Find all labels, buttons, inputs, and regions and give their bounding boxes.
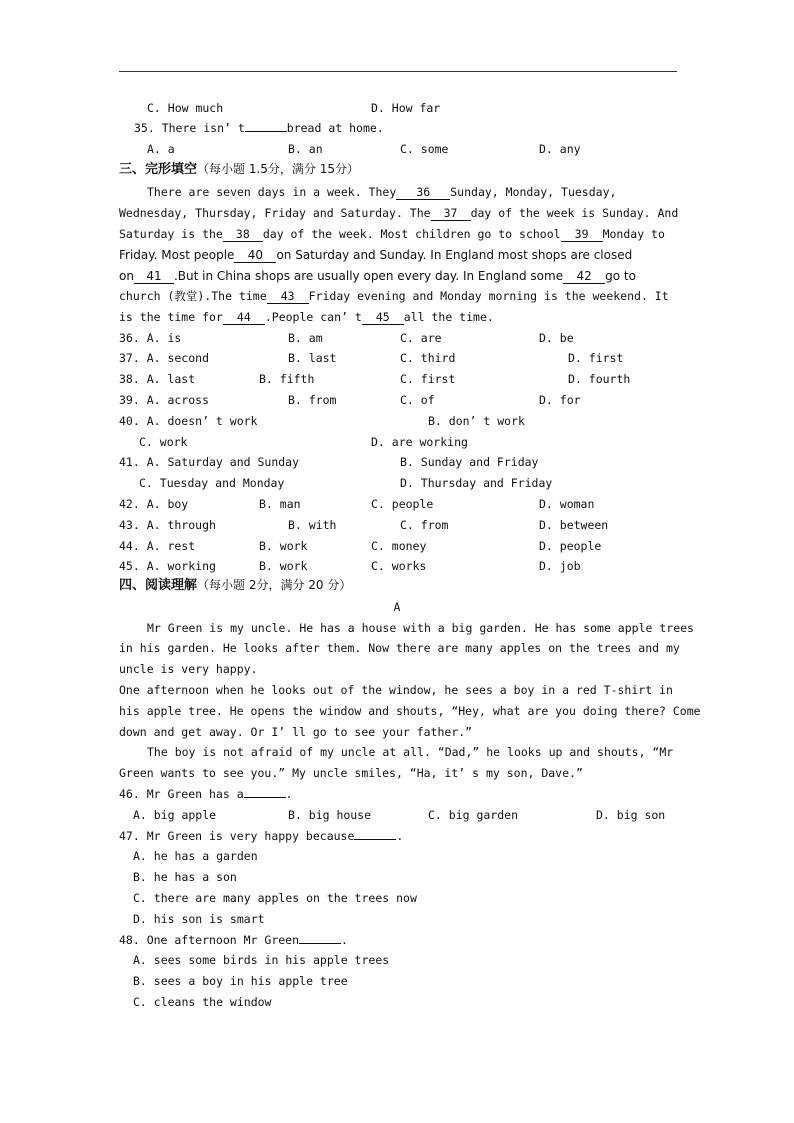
q48-option-a: A. sees some birds in his apple trees bbox=[133, 953, 390, 967]
q35-option-d: D. any bbox=[539, 142, 581, 156]
cloze-line-1: There are seven days in a week. They 36 Sunday, Monday, Tuesday, bbox=[147, 185, 617, 199]
q47-stem: 47. Mr Green is very happy because . bbox=[119, 829, 404, 843]
cloze-line-3: Saturday is the 38 day of the week. Most children go to school 39 Monday to bbox=[119, 227, 665, 241]
q47-option-a: A. he has a garden bbox=[133, 849, 258, 863]
q34-option-c: C. How much bbox=[147, 101, 224, 115]
blank-45: 45 bbox=[362, 311, 404, 325]
passage-line-1: Mr Green is my uncle. He has a house with a big garden. He has some apple trees bbox=[147, 621, 694, 635]
q35-option-c: C. some bbox=[400, 142, 449, 156]
q35-option-b: B. an bbox=[288, 142, 323, 156]
passage-line-2: in his garden. He looks after them. Now there are many apples on the trees and my bbox=[119, 641, 680, 655]
q46-option-a: A. big apple bbox=[133, 808, 217, 822]
q44-option-c: C. money bbox=[371, 539, 427, 553]
q44-option-d: D. people bbox=[539, 539, 602, 553]
q38-option-b: B. fifth bbox=[259, 372, 315, 386]
q46-blank bbox=[244, 797, 286, 798]
passage-line-8: Green wants to see you.” My uncle smiles, “Ha, it’ s my son, Dave.” bbox=[119, 766, 583, 780]
q46-stem: 46. Mr Green has a . bbox=[119, 787, 293, 801]
q47-option-d: D. his son is smart bbox=[133, 912, 265, 926]
cloze-line-4: Friday. Most people 40 on Saturday and Sunday. In England most shops are closed bbox=[119, 248, 633, 262]
blank-41: 41 bbox=[134, 270, 174, 284]
blank-38: 38 bbox=[223, 228, 263, 242]
q46-option-c: C. big garden bbox=[428, 808, 519, 822]
q35-blank bbox=[245, 131, 287, 132]
q43-option-a: 43. A. through bbox=[119, 518, 216, 532]
passage-line-4: One afternoon when he looks out of the window, he sees a boy in a red T-shirt in bbox=[119, 683, 673, 697]
blank-40: 40 bbox=[234, 249, 276, 263]
q47-blank bbox=[354, 839, 396, 840]
q43-option-c: C. from bbox=[400, 518, 449, 532]
q39-option-b: B. from bbox=[288, 393, 337, 407]
q41-option-a: 41. A. Saturday and Sunday bbox=[119, 455, 300, 469]
section4-heading: 四、阅读理解（每小题 2分，满分 20 分） bbox=[119, 578, 352, 593]
q47-option-b: B. he has a son bbox=[133, 870, 237, 884]
q35-option-a: A. a bbox=[147, 142, 175, 156]
passage-label: A bbox=[393, 600, 401, 614]
q48-option-c: C. cleans the window bbox=[133, 995, 272, 1009]
q38-option-d: D. fourth bbox=[568, 372, 631, 386]
q39-option-a: 39. A. across bbox=[119, 393, 210, 407]
blank-37: 37 bbox=[431, 207, 471, 221]
blank-36: 36 bbox=[396, 186, 450, 200]
q46-option-b: B. big house bbox=[288, 808, 372, 822]
q40-option-a: 40. A. doesn’ t work bbox=[119, 414, 258, 428]
q46-option-d: D. big son bbox=[596, 808, 666, 822]
q38-option-c: C. first bbox=[400, 372, 456, 386]
q35-stem: 35. There isn’ t bread at home. bbox=[134, 121, 384, 135]
passage-line-7: The boy is not afraid of my uncle at all. “Dad,” he looks up and shouts, “Mr bbox=[147, 745, 674, 759]
q36-option-b: B. am bbox=[288, 331, 323, 345]
q40-option-b: B. don’ t work bbox=[428, 414, 525, 428]
q42-option-d: D. woman bbox=[539, 497, 595, 511]
q37-option-c: C. third bbox=[400, 351, 456, 365]
q47-option-c: C. there are many apples on the trees now bbox=[133, 891, 417, 905]
q41-option-c: C. Tuesday and Monday bbox=[139, 476, 285, 490]
blank-39: 39 bbox=[561, 228, 603, 242]
cloze-line-2: Wednesday, Thursday, Friday and Saturday. The 37 day of the week is Sunday. And bbox=[119, 206, 679, 220]
q48-option-b: B. sees a boy in his apple tree bbox=[133, 974, 348, 988]
cloze-line-7: is the time for 44 .People can’ t 45 all the time. bbox=[119, 310, 494, 324]
q37-option-b: B. last bbox=[288, 351, 337, 365]
q42-option-b: B. man bbox=[259, 497, 301, 511]
q38-option-a: 38. A. last bbox=[119, 372, 196, 386]
q39-option-d: D. for bbox=[539, 393, 581, 407]
q48-blank bbox=[299, 943, 341, 944]
blank-44: 44 bbox=[223, 311, 265, 325]
q37-option-d: D. first bbox=[568, 351, 624, 365]
q37-option-a: 37. A. second bbox=[119, 351, 210, 365]
q36-option-a: 36. A. is bbox=[119, 331, 182, 345]
q44-option-a: 44. A. rest bbox=[119, 539, 196, 553]
q41-option-d: D. Thursday and Friday bbox=[400, 476, 553, 490]
q43-option-b: B. with bbox=[288, 518, 337, 532]
q44-option-b: B. work bbox=[259, 539, 308, 553]
passage-line-5: his apple tree. He opens the window and shouts, “Hey, what are you doing there? Come bbox=[119, 704, 701, 718]
blank-43: 43 bbox=[267, 290, 309, 304]
q42-option-a: 42. A. boy bbox=[119, 497, 189, 511]
q36-option-d: D. be bbox=[539, 331, 574, 345]
q42-option-c: C. people bbox=[371, 497, 434, 511]
q45-option-b: B. work bbox=[259, 559, 308, 573]
q45-option-a: 45. A. working bbox=[119, 559, 216, 573]
q39-option-c: C. of bbox=[400, 393, 435, 407]
q40-option-c: C. work bbox=[139, 435, 188, 449]
passage-line-6: down and get away. Or I’ ll go to see your father.” bbox=[119, 725, 473, 739]
q48-stem: 48. One afternoon Mr Green . bbox=[119, 933, 348, 947]
q41-option-b: B. Sunday and Friday bbox=[400, 455, 539, 469]
q45-option-d: D. job bbox=[539, 559, 581, 573]
header-rule bbox=[119, 71, 677, 72]
q45-option-c: C. works bbox=[371, 559, 427, 573]
q43-option-d: D. between bbox=[539, 518, 609, 532]
section3-heading: 三、完形填空（每小题 1.5分，满分 15分） bbox=[119, 162, 359, 177]
passage-line-3: uncle is very happy. bbox=[119, 662, 258, 676]
q34-option-d: D. How far bbox=[371, 101, 441, 115]
blank-42: 42 bbox=[563, 270, 605, 284]
q36-option-c: C. are bbox=[400, 331, 442, 345]
cloze-line-5: on 41 .But in China shops are usually open every day. In England some 42 go to bbox=[119, 269, 636, 283]
cloze-line-6: church (教堂).The time 43 Friday evening and Monday morning is the weekend. It bbox=[119, 289, 669, 303]
q40-option-d: D. are working bbox=[371, 435, 468, 449]
